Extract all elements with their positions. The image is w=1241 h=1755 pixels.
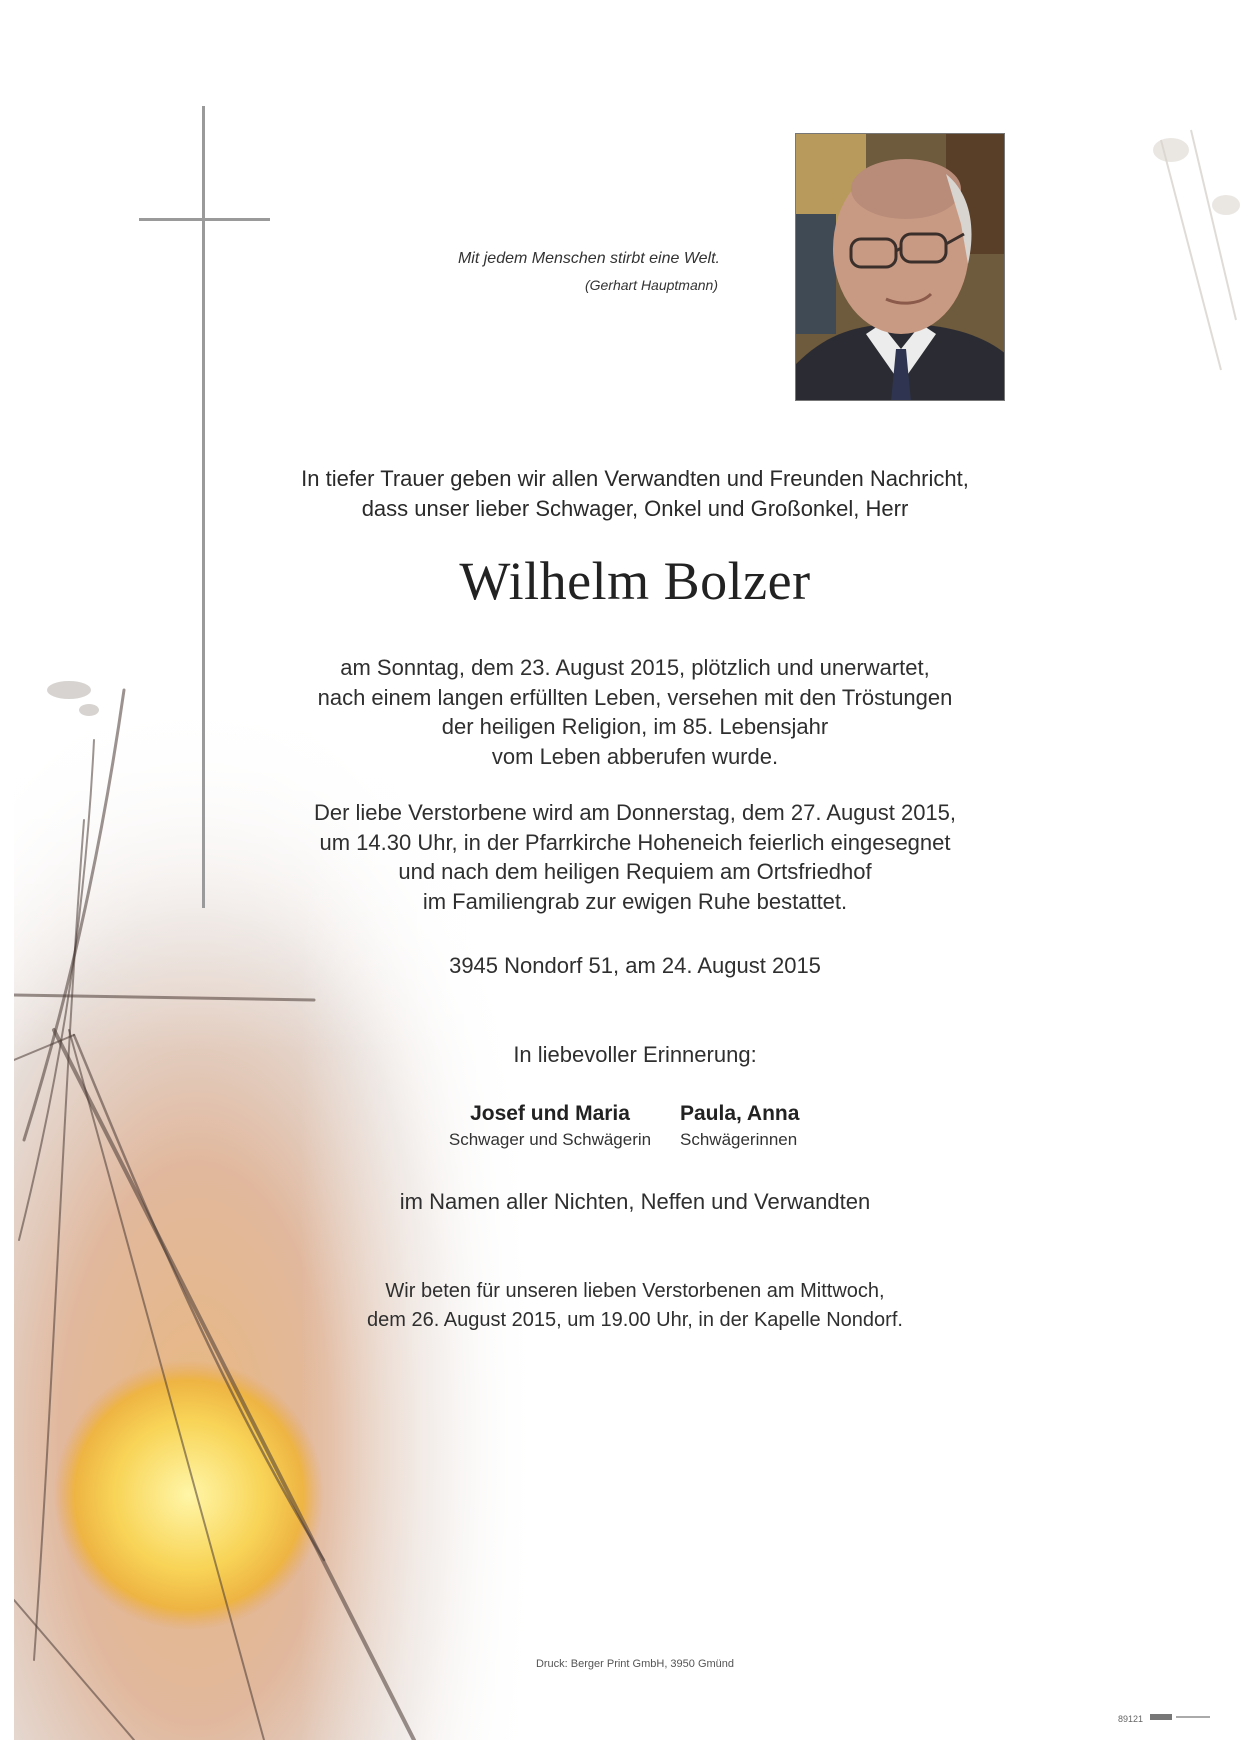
death-notice-line-3: der heiligen Religion, im 85. Lebensjahr [441, 714, 829, 739]
printer-logo-icon [1150, 1712, 1212, 1722]
printer-credit: Druck: Berger Print GmbH, 3950 Gmünd [535, 1658, 735, 1670]
document-code: 89121 [1118, 1714, 1144, 1724]
behalf-line: im Namen aller Nichten, Neffen und Verwandten [399, 1189, 871, 1214]
mourner-name: Paula, Anna [680, 1102, 800, 1125]
prayer-notice [235, 1277, 1035, 1335]
quote-text: Mit jedem Menschen stirbt eine Welt. [457, 250, 720, 267]
intro-text [235, 464, 1035, 524]
place-date: 3945 Nondorf 51, am 24. August 2015 [449, 953, 821, 978]
intro-line-2: dass unser lieber Schwager, Onkel und Großonkel, Herr [361, 496, 909, 521]
prayer-line-2: dem 26. August 2015, um 19.00 Uhr, in der Kapelle Nondorf. [367, 1309, 903, 1331]
memory-heading: In liebevoller Erinnerung: [513, 1042, 757, 1067]
grass-top-right-decoration [1131, 120, 1241, 380]
cross-horizontal-beam [139, 218, 270, 221]
death-notice-line-4: vom Leben abberufen wurde. [491, 743, 779, 769]
mourner-role: Schwager und Schwägerin [448, 1130, 652, 1149]
death-notice-line-1: am Sonntag, dem 23. August 2015, plötzlich und unerwartet, [340, 655, 930, 680]
quote-block [380, 245, 720, 299]
portrait-photo [795, 133, 1005, 401]
intro-line-1: In tiefer Trauer geben wir allen Verwandten und Freunden Nachricht, [301, 466, 969, 491]
cross-vertical-beam [202, 106, 205, 908]
funeral-paragraph [235, 798, 1035, 916]
quote-author: (Gerhart Hauptmann) [584, 277, 718, 293]
prayer-line-1: Wir beten für unseren lieben Verstorbenen am Mittwoch, [385, 1280, 885, 1302]
funeral-line-4: im Familiengrab zur ewigen Ruhe bestattet. [422, 888, 848, 914]
funeral-line-1: Der liebe Verstorbene wird am Donnerstag, dem 27. August 2015, [313, 800, 957, 825]
funeral-line-2: um 14.30 Uhr, in der Pfarrkirche Hoheneich feierlich eingesegnet [319, 829, 951, 855]
mourner-name: Josef und Maria [470, 1102, 630, 1125]
portrait-image [796, 134, 1005, 401]
mourner-entry [680, 1100, 830, 1152]
death-notice-paragraph [235, 653, 1035, 771]
funeral-line-3: und nach dem heiligen Requiem am Ortsfriedhof [398, 859, 872, 884]
mourner-entry [435, 1100, 665, 1152]
mourner-role: Schwägerinnen [680, 1130, 798, 1149]
death-notice-line-2: nach einem langen erfüllten Leben, versehen mit den Tröstungen [317, 684, 953, 710]
deceased-name: Wilhelm Bolzer [459, 551, 811, 611]
